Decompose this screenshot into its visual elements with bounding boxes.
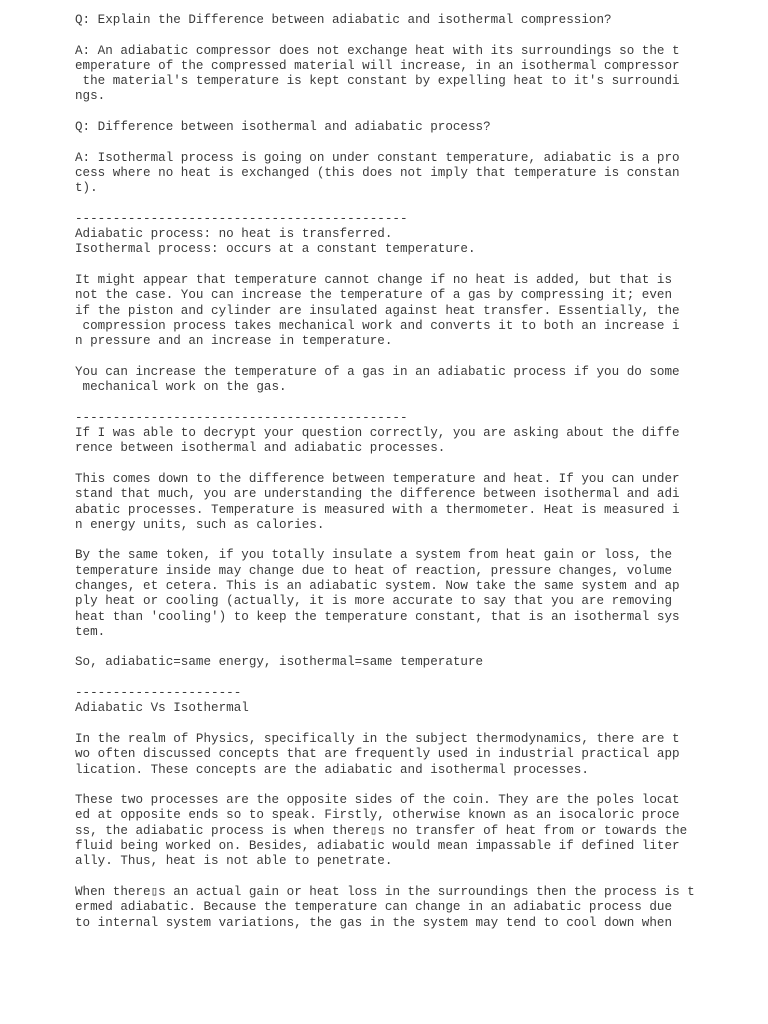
text-line: ed at opposite ends so to speak. Firstly, otherwise known as an isocaloric proce [75,808,680,823]
text-line: ply heat or cooling (actually, it is more accurate to say that you are removing [75,594,673,609]
text-line: to internal system variations, the gas in the system may tend to cool down when [75,915,673,930]
text-line [75,457,755,472]
text-line: fluid being worked on. Besides, adiabatic would mean impassable if defined liter [75,839,680,854]
text-line: ngs. [75,89,106,104]
text-line [75,197,755,212]
text-line: emperature of the compressed material will increase, in an isothermal compressor [75,58,680,73]
text-line: Adiabatic Vs Isothermal [75,701,249,716]
text-line: lication. These concepts are the adiabatic and isothermal processes. [75,762,589,777]
text-line: temperature inside may change due to heat of reaction, pressure changes, volume [75,563,673,578]
text-line: This comes down to the difference between temperature and heat. If you can under [75,471,680,486]
text-line: A: An adiabatic compressor does not exchange heat with its surroundings so the t [75,43,680,58]
text-line [75,533,755,548]
text-line: By the same token, if you totally insulate a system from heat gain or loss, the [75,548,673,563]
text-line: tem. [75,624,106,639]
text-line [75,28,755,43]
text-line: n pressure and an increase in temperature. [75,334,393,349]
text-line: A: Isothermal process is going on under constant temperature, adiabatic is a pro [75,150,680,165]
text-line: You can increase the temperature of a gas in an adiabatic process if you do some [75,364,680,379]
text-line: ---------------------- [75,686,242,701]
text-line: heat than 'cooling') to keep the temperature constant, that is an isothermal sys [75,609,680,624]
text-line [75,105,755,120]
text-line: the material's temperature is kept constant by expelling heat to it's surroundi [75,74,680,89]
text-line: Isothermal process: occurs at a constant temperature. [75,242,476,257]
text-line [75,258,755,273]
text-line: mechanical work on the gas. [75,380,287,395]
text-line: cess where no heat is exchanged (this does not imply that temperature is constan [75,165,680,180]
text-line: rence between isothermal and adiabatic processes. [75,441,446,456]
text-line: abatic processes. Temperature is measured with a thermometer. Heat is measured i [75,502,680,517]
text-line: If I was able to decrypt your question correctly, you are asking about the diffe [75,426,680,441]
text-line: n energy units, such as calories. [75,517,325,532]
text-line: ss, the adiabatic process is when there▯s no transfer of heat from or towards the [75,823,688,838]
text-line: ally. Thus, heat is not able to penetrate. [75,854,393,869]
document-page [75,13,755,931]
text-line: It might appear that temperature cannot change if no heat is added, but that is [75,273,673,288]
text-line: Q: Explain the Difference between adiabatic and isothermal compression? [75,13,612,27]
text-line: These two processes are the opposite sides of the coin. They are the poles locat [75,793,680,808]
text-line: compression process takes mechanical work and converts it to both an increase i [75,318,680,333]
text-line: -------------------------------------------- [75,211,408,226]
text-line [75,671,755,686]
text-line: In the realm of Physics, specifically in the subject thermodynamics, there are t [75,731,680,746]
text-line: So, adiabatic=same energy, isothermal=same temperature [75,655,484,670]
text-line: wo often discussed concepts that are frequently used in industrial practical app [75,747,680,762]
text-line: stand that much, you are understanding the difference between isothermal and adi [75,487,680,502]
text-line [75,778,755,793]
text-line [75,717,755,732]
text-line [75,640,755,655]
text-line: Q: Difference between isothermal and adiabatic process? [75,120,491,135]
text-line: t). [75,181,98,196]
text-line [75,870,755,885]
text-line: changes, et cetera. This is an adiabatic system. Now take the same system and ap [75,578,680,593]
text-line [75,135,755,150]
text-line: -------------------------------------------- [75,410,408,425]
text-line [75,395,755,410]
text-line: Adiabatic process: no heat is transferred. [75,227,393,242]
text-line: not the case. You can increase the temperature of a gas by compressing it; even [75,288,673,303]
text-line: ermed adiabatic. Because the temperature can change in an adiabatic process due [75,900,673,915]
text-line: When there▯s an actual gain or heat loss in the surroundings then the process is t [75,884,695,899]
text-line: if the piston and cylinder are insulated against heat transfer. Essentially, the [75,303,680,318]
text-line [75,350,755,365]
